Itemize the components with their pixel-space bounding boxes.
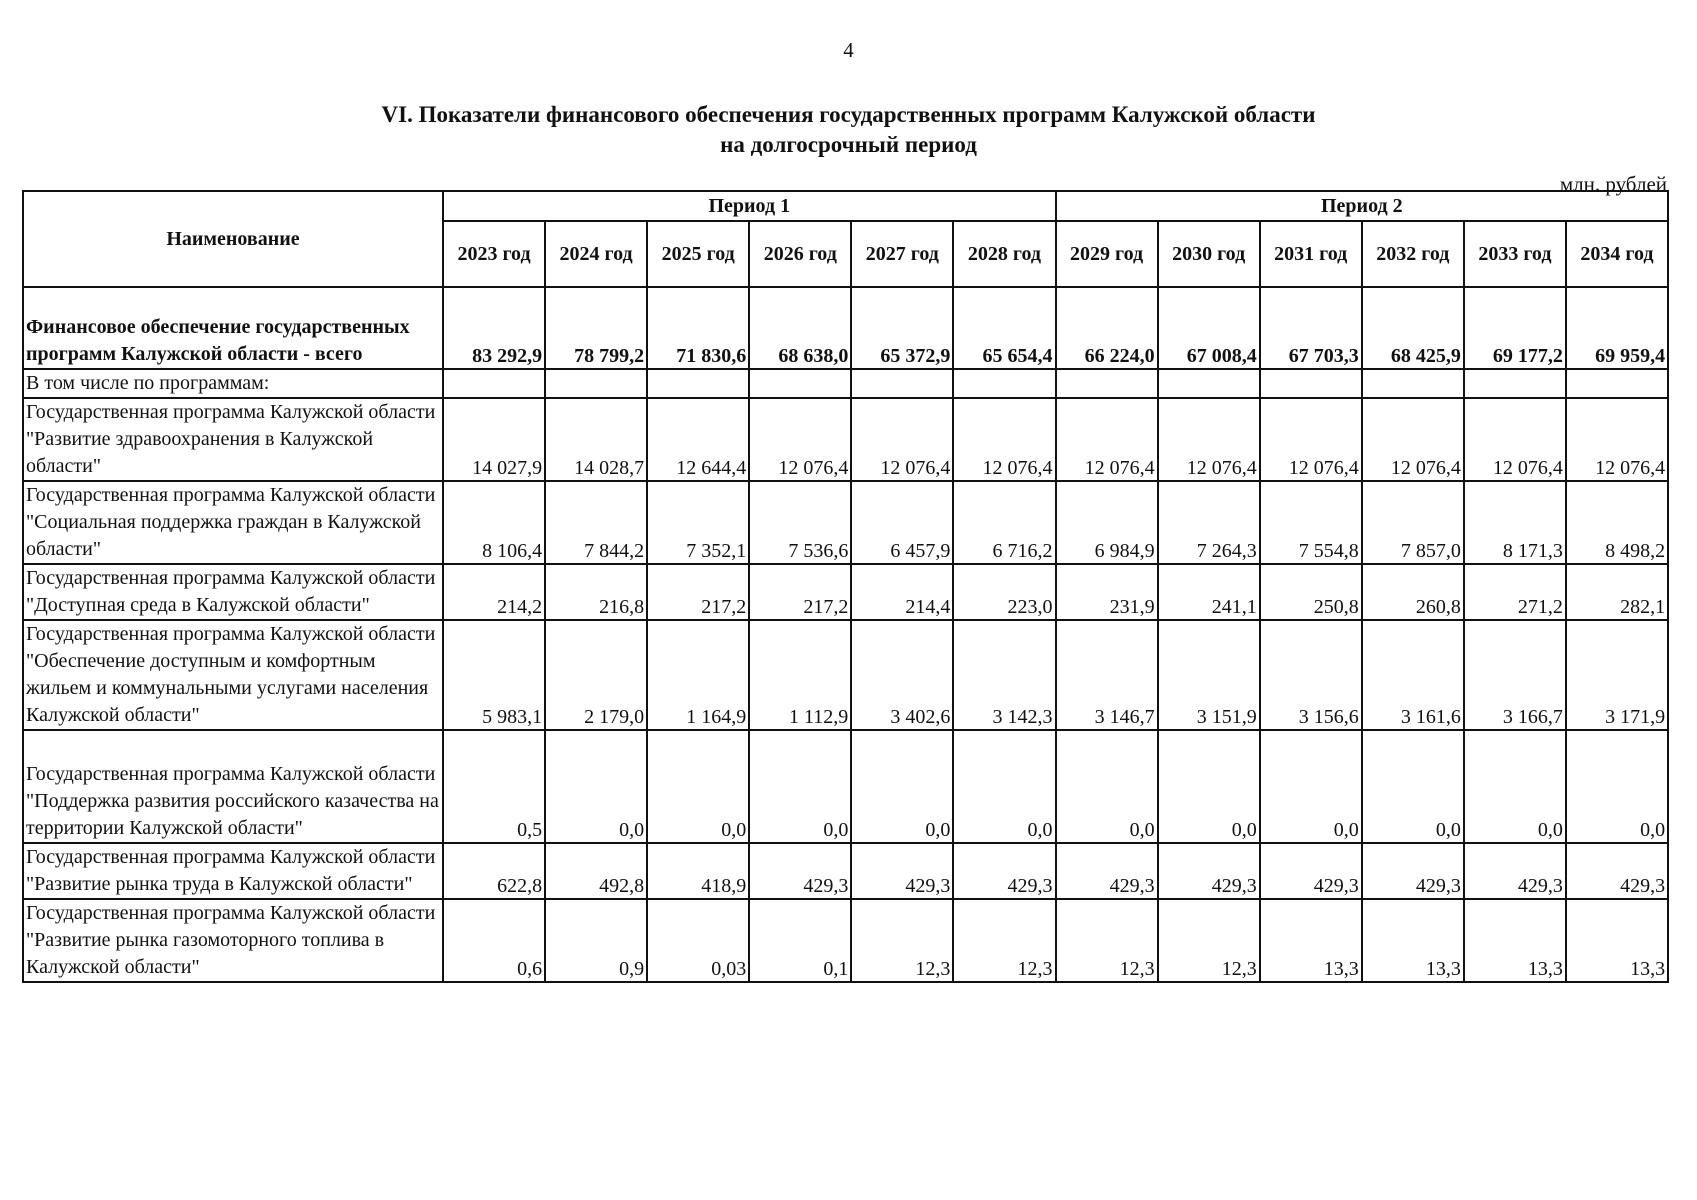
table-row: [23, 899, 1668, 982]
table-cell: 429,3: [749, 843, 851, 899]
table-cell: 1 112,9: [749, 620, 851, 730]
program-name: Государственная программа Калужской области "Социальная поддержка граждан в Калужской области": [23, 481, 443, 564]
unit-label: млн. рублей: [1559, 172, 1667, 196]
table-row: [23, 481, 1668, 564]
table-cell: 271,2: [1464, 564, 1566, 620]
table-cell: 65 654,4: [953, 287, 1055, 369]
table-cell: 7 844,2: [545, 481, 647, 564]
year-header: 2033 год: [1464, 221, 1566, 287]
table-cell: 429,3: [851, 843, 953, 899]
table-cell: 622,8: [443, 843, 545, 899]
year-header: 2029 год: [1056, 221, 1158, 287]
table-cell: 0,6: [443, 899, 545, 982]
table-cell: 0,03: [647, 899, 749, 982]
table-cell: 65 372,9: [851, 287, 953, 369]
table-cell: 214,2: [443, 564, 545, 620]
table-cell: 0,0: [851, 730, 953, 843]
table-cell: 68 425,9: [1362, 287, 1464, 369]
table-cell: 0,0: [1464, 730, 1566, 843]
table-cell: 0,0: [647, 730, 749, 843]
table-cell: 6 457,9: [851, 481, 953, 564]
table-cell: 0,0: [1362, 730, 1464, 843]
table-cell: 3 161,6: [1362, 620, 1464, 730]
table-cell: 3 166,7: [1464, 620, 1566, 730]
table-cell: 6 984,9: [1056, 481, 1158, 564]
table-cell: 12,3: [953, 899, 1055, 982]
table-cell: 217,2: [647, 564, 749, 620]
table-cell: 429,3: [1056, 843, 1158, 899]
table-cell: 492,8: [545, 843, 647, 899]
table-cell: 282,1: [1566, 564, 1668, 620]
table-cell: 3 142,3: [953, 620, 1055, 730]
table-cell: 429,3: [1464, 843, 1566, 899]
table-cell: 2 179,0: [545, 620, 647, 730]
financial-table: [22, 190, 1669, 983]
table-cell: 6 716,2: [953, 481, 1055, 564]
table-cell: 7 264,3: [1158, 481, 1260, 564]
subheader-row: [23, 369, 1668, 398]
program-name: Государственная программа Калужской области "Развитие здравоохранения в Калужской области": [23, 398, 443, 481]
table-cell: 12 076,4: [749, 398, 851, 481]
table-cell: 3 171,9: [1566, 620, 1668, 730]
table-cell: 429,3: [1362, 843, 1464, 899]
table-cell: 429,3: [1566, 843, 1668, 899]
table-cell: 418,9: [647, 843, 749, 899]
table-cell: 0,5: [443, 730, 545, 843]
year-header: 2027 год: [851, 221, 953, 287]
year-header: 2030 год: [1158, 221, 1260, 287]
program-rows: [23, 398, 1668, 982]
table-cell: 217,2: [749, 564, 851, 620]
program-name: Государственная программа Калужской области "Развитие рынка труда в Калужской области": [23, 843, 443, 899]
table-cell: 14 028,7: [545, 398, 647, 481]
table-cell: 13,3: [1260, 899, 1362, 982]
table-cell: 0,0: [749, 730, 851, 843]
table-cell: 8 106,4: [443, 481, 545, 564]
table-cell: 12 076,4: [1464, 398, 1566, 481]
table-cell: 7 536,6: [749, 481, 851, 564]
year-header: 2025 год: [647, 221, 749, 287]
table-cell: 12 076,4: [1362, 398, 1464, 481]
table-cell: 1 164,9: [647, 620, 749, 730]
table-cell: 3 151,9: [1158, 620, 1260, 730]
period-1-header: Период 1: [443, 191, 1056, 221]
table-cell: 66 224,0: [1056, 287, 1158, 369]
row-name: Финансовое обеспечение государственных программ Калужской области - всего: [23, 287, 443, 369]
program-name: Государственная программа Калужской области "Доступная среда в Калужской области": [23, 564, 443, 620]
title-line-1: VI. Показатели финансового обеспечения государственных программ Калужской области: [381, 102, 1316, 127]
table-cell: 429,3: [953, 843, 1055, 899]
table-cell: 71 830,6: [647, 287, 749, 369]
year-header: 2031 год: [1260, 221, 1362, 287]
table-cell: 0,0: [1260, 730, 1362, 843]
table-cell: 216,8: [545, 564, 647, 620]
year-header: 2024 год: [545, 221, 647, 287]
table-cell: 0,0: [545, 730, 647, 843]
table-cell: 83 292,9: [443, 287, 545, 369]
table-cell: 67 703,3: [1260, 287, 1362, 369]
table-cell: 12,3: [851, 899, 953, 982]
table-cell: 7 857,0: [1362, 481, 1464, 564]
table-cell: 12,3: [1056, 899, 1158, 982]
year-header: 2034 год: [1566, 221, 1668, 287]
year-header: 2023 год: [443, 221, 545, 287]
table-cell: 8 171,3: [1464, 481, 1566, 564]
program-name: Государственная программа Калужской области "Обеспечение доступным и комфортным жильем и коммунальными услугами населения Калужской области": [23, 620, 443, 730]
table-cell: 250,8: [1260, 564, 1362, 620]
table-cell: 12 076,4: [1260, 398, 1362, 481]
program-name: Государственная программа Калужской области "Поддержка развития российского казачества на территории Калужской области": [23, 730, 443, 843]
table-cell: 223,0: [953, 564, 1055, 620]
table-cell: 14 027,9: [443, 398, 545, 481]
table-cell: 231,9: [1056, 564, 1158, 620]
subheader-label: В том числе по программам:: [23, 369, 443, 398]
table-cell: 13,3: [1362, 899, 1464, 982]
column-header-name: Наименование: [23, 191, 443, 287]
table-cell: 0,0: [953, 730, 1055, 843]
table-cell: 0,0: [1566, 730, 1668, 843]
table-row: [23, 564, 1668, 620]
table-cell: 12 644,4: [647, 398, 749, 481]
year-header: 2032 год: [1362, 221, 1464, 287]
period-2-header: Период 2: [1056, 191, 1669, 221]
table-cell: 69 177,2: [1464, 287, 1566, 369]
table-cell: 78 799,2: [545, 287, 647, 369]
table-cell: 7 554,8: [1260, 481, 1362, 564]
total-row: [23, 287, 1668, 369]
table-cell: 7 352,1: [647, 481, 749, 564]
program-name: Государственная программа Калужской области "Развитие рынка газомоторного топлива в Калужской области": [23, 899, 443, 982]
table-cell: 0,0: [1158, 730, 1260, 843]
table-cell: 67 008,4: [1158, 287, 1260, 369]
table-cell: 12 076,4: [1056, 398, 1158, 481]
table-cell: 12 076,4: [1158, 398, 1260, 481]
year-header: 2028 год: [953, 221, 1055, 287]
table-cell: 214,4: [851, 564, 953, 620]
table-cell: 13,3: [1464, 899, 1566, 982]
table-cell: 5 983,1: [443, 620, 545, 730]
page-number: 4: [843, 38, 854, 62]
table-cell: 12 076,4: [953, 398, 1055, 481]
table-cell: 12 076,4: [851, 398, 953, 481]
title-line-2: на долгосрочный период: [720, 132, 977, 157]
page-title: [0, 100, 1697, 160]
table-cell: 260,8: [1362, 564, 1464, 620]
table-cell: 0,9: [545, 899, 647, 982]
table-cell: 0,0: [1056, 730, 1158, 843]
table-cell: 69 959,4: [1566, 287, 1668, 369]
table-row: [23, 398, 1668, 481]
table-cell: 3 146,7: [1056, 620, 1158, 730]
year-header: 2026 год: [749, 221, 851, 287]
table-cell: 12 076,4: [1566, 398, 1668, 481]
table-cell: 13,3: [1566, 899, 1668, 982]
table-cell: 12,3: [1158, 899, 1260, 982]
table-cell: 3 402,6: [851, 620, 953, 730]
table-cell: 8 498,2: [1566, 481, 1668, 564]
table-cell: 68 638,0: [749, 287, 851, 369]
table-cell: 429,3: [1260, 843, 1362, 899]
table-row: [23, 620, 1668, 730]
table-cell: 241,1: [1158, 564, 1260, 620]
table-row: [23, 843, 1668, 899]
table-cell: 3 156,6: [1260, 620, 1362, 730]
table-cell: 0,1: [749, 899, 851, 982]
table-cell: 429,3: [1158, 843, 1260, 899]
table-row: [23, 730, 1668, 843]
